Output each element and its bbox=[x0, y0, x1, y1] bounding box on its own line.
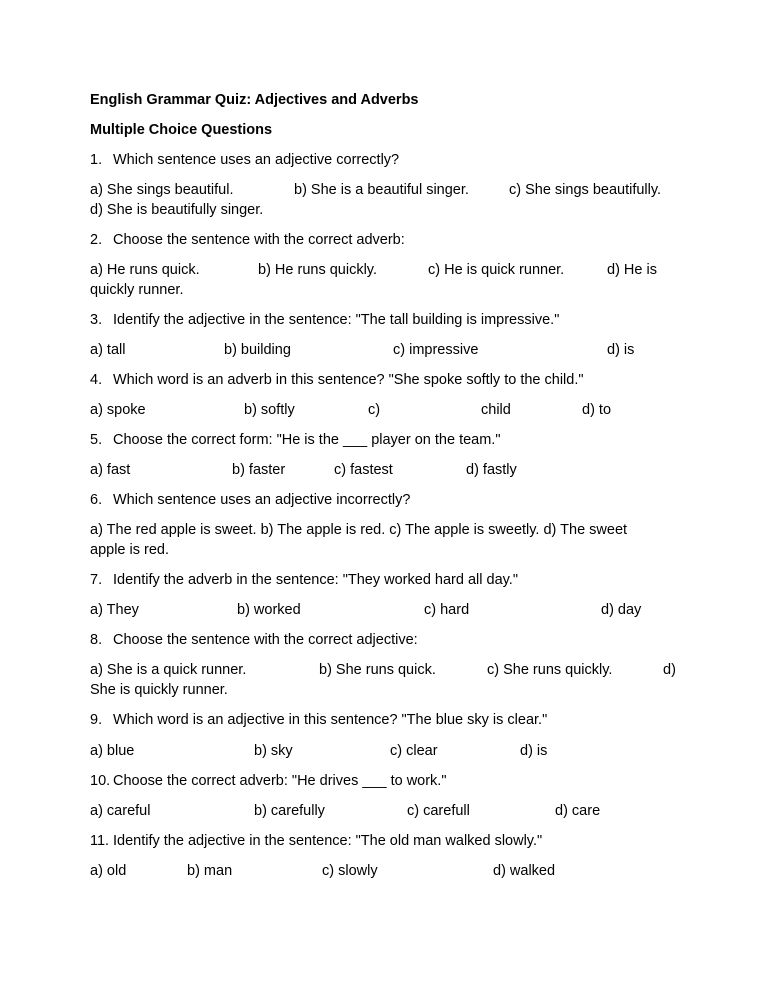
question-3 bbox=[90, 312, 559, 328]
option-c: c) slowly bbox=[322, 863, 378, 879]
option-a: a) They bbox=[90, 602, 139, 618]
option-a: a) tall bbox=[90, 342, 126, 358]
option-b: b) softly bbox=[244, 402, 295, 418]
question-text: Which sentence uses an adjective correctly? bbox=[113, 152, 400, 168]
option-b: b) man bbox=[187, 863, 233, 879]
question-text: Which word is an adverb in this sentence? "She spoke softly to the child." bbox=[113, 372, 584, 388]
question-number: 6. bbox=[90, 492, 103, 508]
question-number: 8. bbox=[90, 632, 103, 648]
question-11 bbox=[90, 833, 542, 849]
option-c: c) She runs quickly. bbox=[487, 662, 613, 678]
question-number: 1. bbox=[90, 152, 103, 168]
option-a: a) careful bbox=[90, 803, 151, 819]
option-b: b) She runs quick. bbox=[319, 662, 436, 678]
option-a: a) She sings beautiful. bbox=[90, 182, 234, 198]
question-text: Which word is an adjective in this sentence? "The blue sky is clear." bbox=[113, 712, 548, 728]
option-d: d) to bbox=[582, 402, 612, 418]
question-number: 4. bbox=[90, 372, 103, 388]
question-2 bbox=[90, 232, 405, 248]
question-5 bbox=[90, 432, 501, 448]
option-d: d) is bbox=[607, 342, 635, 358]
question-number: 7. bbox=[90, 572, 103, 588]
option-c: c) fastest bbox=[334, 462, 393, 478]
question-number: 11. bbox=[90, 833, 110, 849]
option-d: d) walked bbox=[493, 863, 556, 879]
options-line-continued: apple is red. bbox=[90, 542, 169, 558]
section-heading: Multiple Choice Questions bbox=[90, 122, 273, 138]
option-d: d) He is bbox=[607, 262, 657, 278]
option-c-word: child bbox=[481, 402, 511, 418]
option-b: b) sky bbox=[254, 743, 293, 759]
option-a: a) She is a quick runner. bbox=[90, 662, 247, 678]
question-7 bbox=[90, 572, 518, 588]
option-c: c) impressive bbox=[393, 342, 479, 358]
option-b: b) worked bbox=[237, 602, 301, 618]
option-d-continued: quickly runner. bbox=[90, 282, 184, 298]
question-text: Choose the sentence with the correct adjective: bbox=[113, 632, 418, 648]
question-text: Choose the sentence with the correct adverb: bbox=[113, 232, 405, 248]
option-d-continued: She is quickly runner. bbox=[90, 682, 228, 698]
option-c: c) She sings beautifully. bbox=[509, 182, 662, 198]
option-c: c) clear bbox=[390, 743, 438, 759]
option-d: d) bbox=[663, 662, 676, 678]
option-b: b) She is a beautiful singer. bbox=[294, 182, 469, 198]
option-d: d) day bbox=[601, 602, 642, 618]
options-line: a) The red apple is sweet. b) The apple is red. c) The apple is sweetly. d) The sweet bbox=[90, 522, 628, 538]
option-c: c) hard bbox=[424, 602, 470, 618]
question-10 bbox=[90, 773, 446, 789]
question-6 bbox=[90, 492, 410, 508]
question-text: Choose the correct adverb: "He drives ___ to work." bbox=[113, 773, 447, 789]
option-a: a) spoke bbox=[90, 402, 146, 418]
question-number: 5. bbox=[90, 432, 103, 448]
question-1 bbox=[90, 152, 399, 168]
question-text: Which sentence uses an adjective incorrectly? bbox=[113, 492, 411, 508]
option-d: d) is bbox=[520, 743, 548, 759]
option-d: d) care bbox=[555, 803, 601, 819]
option-a: a) fast bbox=[90, 462, 131, 478]
question-4 bbox=[90, 372, 584, 388]
option-d: d) She is beautifully singer. bbox=[90, 202, 264, 218]
question-text: Choose the correct form: "He is the ___ player on the team." bbox=[113, 432, 501, 448]
question-number: 2. bbox=[90, 232, 103, 248]
option-b: b) He runs quickly. bbox=[258, 262, 377, 278]
option-a: a) blue bbox=[90, 743, 135, 759]
option-c: c) carefull bbox=[407, 803, 470, 819]
question-number: 10. bbox=[90, 773, 111, 789]
option-c: c) He is quick runner. bbox=[428, 262, 565, 278]
option-a: a) He runs quick. bbox=[90, 262, 200, 278]
option-b: b) carefully bbox=[254, 803, 325, 819]
question-9 bbox=[90, 712, 547, 728]
option-d: d) fastly bbox=[466, 462, 517, 478]
question-text: Identify the adverb in the sentence: "They worked hard all day." bbox=[113, 572, 518, 588]
quiz-title: English Grammar Quiz: Adjectives and Adverbs bbox=[90, 92, 419, 108]
question-text: Identify the adjective in the sentence: "The tall building is impressive." bbox=[113, 312, 560, 328]
question-8 bbox=[90, 632, 418, 648]
question-number: 3. bbox=[90, 312, 103, 328]
option-c: c) bbox=[368, 402, 381, 418]
option-b: b) faster bbox=[232, 462, 286, 478]
option-a: a) old bbox=[90, 863, 127, 879]
option-b: b) building bbox=[224, 342, 291, 358]
question-text: Identify the adjective in the sentence: "The old man walked slowly." bbox=[113, 833, 543, 849]
question-number: 9. bbox=[90, 712, 103, 728]
